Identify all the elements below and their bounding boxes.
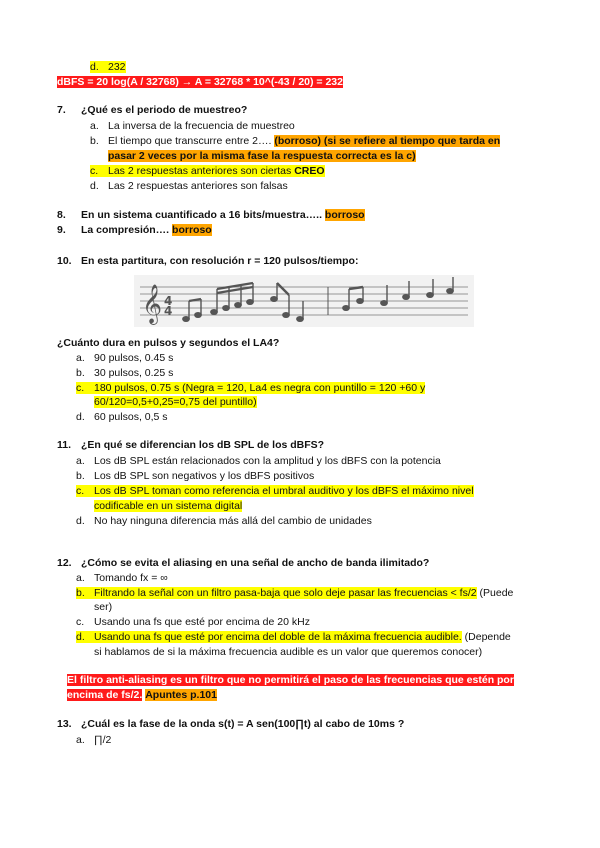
svg-text:4: 4 xyxy=(164,294,173,308)
q10-option-c xyxy=(76,381,425,395)
option-note: (borroso) (si se refiere al tiempo que tarda en xyxy=(274,135,501,147)
question-9 xyxy=(57,223,212,237)
question-text: En esta partitura, con resolución r = 120 pulsos/tiempo: xyxy=(81,255,359,267)
option-letter: d. xyxy=(90,180,99,192)
question-text: La compresión…. xyxy=(81,224,170,236)
option-text: El tiempo que transcurre entre 2…. xyxy=(108,135,272,147)
question-13 xyxy=(57,717,404,731)
option-note: pasar 2 veces por la misma fase la respuesta correcta es la c) xyxy=(108,150,416,162)
q7-option-b-cont xyxy=(108,149,416,163)
option-letter: a. xyxy=(76,455,85,467)
option-letter: a. xyxy=(90,120,99,132)
option-text: Los dB SPL son negativos y los dBFS positivos xyxy=(94,470,315,482)
aliasing-explanation-cont xyxy=(67,688,217,702)
option-letter: a. xyxy=(76,352,85,364)
option-letter: d. xyxy=(76,411,85,423)
q12-option-d xyxy=(76,630,511,644)
question-10-sub xyxy=(57,336,279,350)
option-note: (Puede xyxy=(479,587,514,599)
q13-option-a xyxy=(76,733,111,747)
question-text: ¿Cuánto dura en pulsos y segundos el LA4? xyxy=(57,337,280,349)
option-text: Los dB SPL toman como referencia el umbral auditivo y los dBFS el máximo nivel xyxy=(94,485,474,497)
q11-option-c xyxy=(76,484,474,498)
option-text: 180 pulsos, 0.75 s (Negra = 120, La4 es negra con puntillo = 120 +60 y xyxy=(94,382,426,394)
q12-option-b xyxy=(76,586,513,600)
q11-option-b xyxy=(76,469,314,483)
q12-option-c xyxy=(76,615,310,629)
option-letter: c. xyxy=(76,382,85,394)
option-letter: d. xyxy=(76,631,85,643)
option-text: 60 pulsos, 0,5 s xyxy=(94,411,168,423)
option-text: Tomando fx = ∞ xyxy=(94,572,168,584)
q10-option-c-cont xyxy=(94,395,257,409)
question-number: 8. xyxy=(57,209,66,221)
q7-option-d xyxy=(90,179,288,193)
question-note: borroso xyxy=(324,209,365,221)
music-staff-icon xyxy=(134,275,474,327)
question-10 xyxy=(57,254,358,268)
svg-text:4: 4 xyxy=(164,304,173,318)
option-letter: a. xyxy=(76,572,85,584)
option-text: 30 pulsos, 0.25 s xyxy=(94,367,174,379)
svg-text:𝄞: 𝄞 xyxy=(142,284,163,324)
option-letter: c. xyxy=(76,485,85,497)
option-letter: b. xyxy=(76,587,85,599)
q10-option-d xyxy=(76,410,168,424)
question-number: 9. xyxy=(57,224,66,236)
q7-option-b xyxy=(90,134,500,148)
explanation-text: El filtro anti-aliasing es un filtro que no permitirá el paso de las frecuencias que estén por xyxy=(67,674,514,686)
option-note: CREO xyxy=(294,165,325,177)
question-number: 11. xyxy=(57,439,72,451)
option-text: 90 pulsos, 0.45 s xyxy=(94,352,174,364)
question-7 xyxy=(57,103,247,117)
option-text: Usando una fs que esté por encima de 20 kHz xyxy=(94,616,310,628)
option-letter: c. xyxy=(76,616,85,628)
q12-option-d-cont xyxy=(94,645,482,659)
option-letter: b. xyxy=(76,470,85,482)
option-text: Los dB SPL están relacionados con la amplitud y los dBFS con la potencia xyxy=(94,455,441,467)
question-11 xyxy=(57,438,324,452)
question-number: 12. xyxy=(57,557,72,569)
q10-option-a xyxy=(76,351,173,365)
option-letter: d. xyxy=(90,61,99,73)
q11-option-d xyxy=(76,514,372,528)
formula-text: dBFS = 20 log(A / 32768) → A = 32768 * 10^(-43 / 20) = 232 xyxy=(57,76,343,88)
option-letter: d. xyxy=(76,515,85,527)
option-text: Las 2 respuestas anteriores son ciertas xyxy=(108,165,292,177)
question-text: ¿Cuál es la fase de la onda s(t) = A sen(100∏t) al cabo de 10ms ? xyxy=(81,718,405,730)
option-letter: c. xyxy=(90,165,99,177)
option-text: 60/120=0,5+0,25=0,75 del puntillo) xyxy=(94,396,257,408)
question-number: 10. xyxy=(57,255,72,267)
option-text: Filtrando la señal con un filtro pasa-baja que solo deje pasar las frecuencias < fs/2 xyxy=(94,587,477,599)
option-text: Las 2 respuestas anteriores son falsas xyxy=(108,180,288,192)
q7-option-c xyxy=(90,164,325,178)
question-number: 13. xyxy=(57,718,72,730)
question-number: 7. xyxy=(57,104,66,116)
q12-option-b-cont xyxy=(94,600,112,614)
question-text: ¿En qué se diferencian los dB SPL de los dBFS? xyxy=(81,439,325,451)
option-note: (Depende xyxy=(464,631,511,643)
formula-note xyxy=(57,75,343,89)
option-text: codificable en un sistema digital xyxy=(94,500,243,512)
option-letter: a. xyxy=(76,734,85,746)
question-8 xyxy=(57,208,365,222)
option-text: ∏/2 xyxy=(94,734,112,746)
question-text: ¿Qué es el periodo de muestreo? xyxy=(81,104,248,116)
q12-option-a xyxy=(76,571,168,585)
question-note: borroso xyxy=(172,224,212,236)
q7-option-a xyxy=(90,119,295,133)
option-note: ser) xyxy=(94,601,113,613)
reference-note: Apuntes p.101 xyxy=(145,689,217,701)
question-text: ¿Cómo se evita el aliasing en una señal de ancho de banda ilimitado? xyxy=(81,557,430,569)
option-letter: b. xyxy=(90,135,99,147)
question-text: En un sistema cuantificado a 16 bits/muestra….. xyxy=(81,209,322,221)
explanation-text: encima de fs/2. xyxy=(67,689,143,701)
option-letter: b. xyxy=(76,367,85,379)
q11-option-c-cont xyxy=(94,499,242,513)
aliasing-explanation xyxy=(67,673,514,687)
q11-option-a xyxy=(76,454,441,468)
q10-option-b xyxy=(76,366,173,380)
option-text: La inversa de la frecuencia de muestreo xyxy=(108,120,295,132)
music-score-image xyxy=(134,275,474,327)
option-text: 232 xyxy=(108,61,126,73)
option-d xyxy=(90,60,126,74)
question-12 xyxy=(57,556,429,570)
option-note: si hablamos de si la máxima frecuencia audible es un valor que queremos conocer) xyxy=(94,646,483,658)
option-text: Usando una fs que esté por encima del doble de la máxima frecuencia audible. xyxy=(94,631,462,643)
option-text: No hay ninguna diferencia más allá del cambio de unidades xyxy=(94,515,372,527)
